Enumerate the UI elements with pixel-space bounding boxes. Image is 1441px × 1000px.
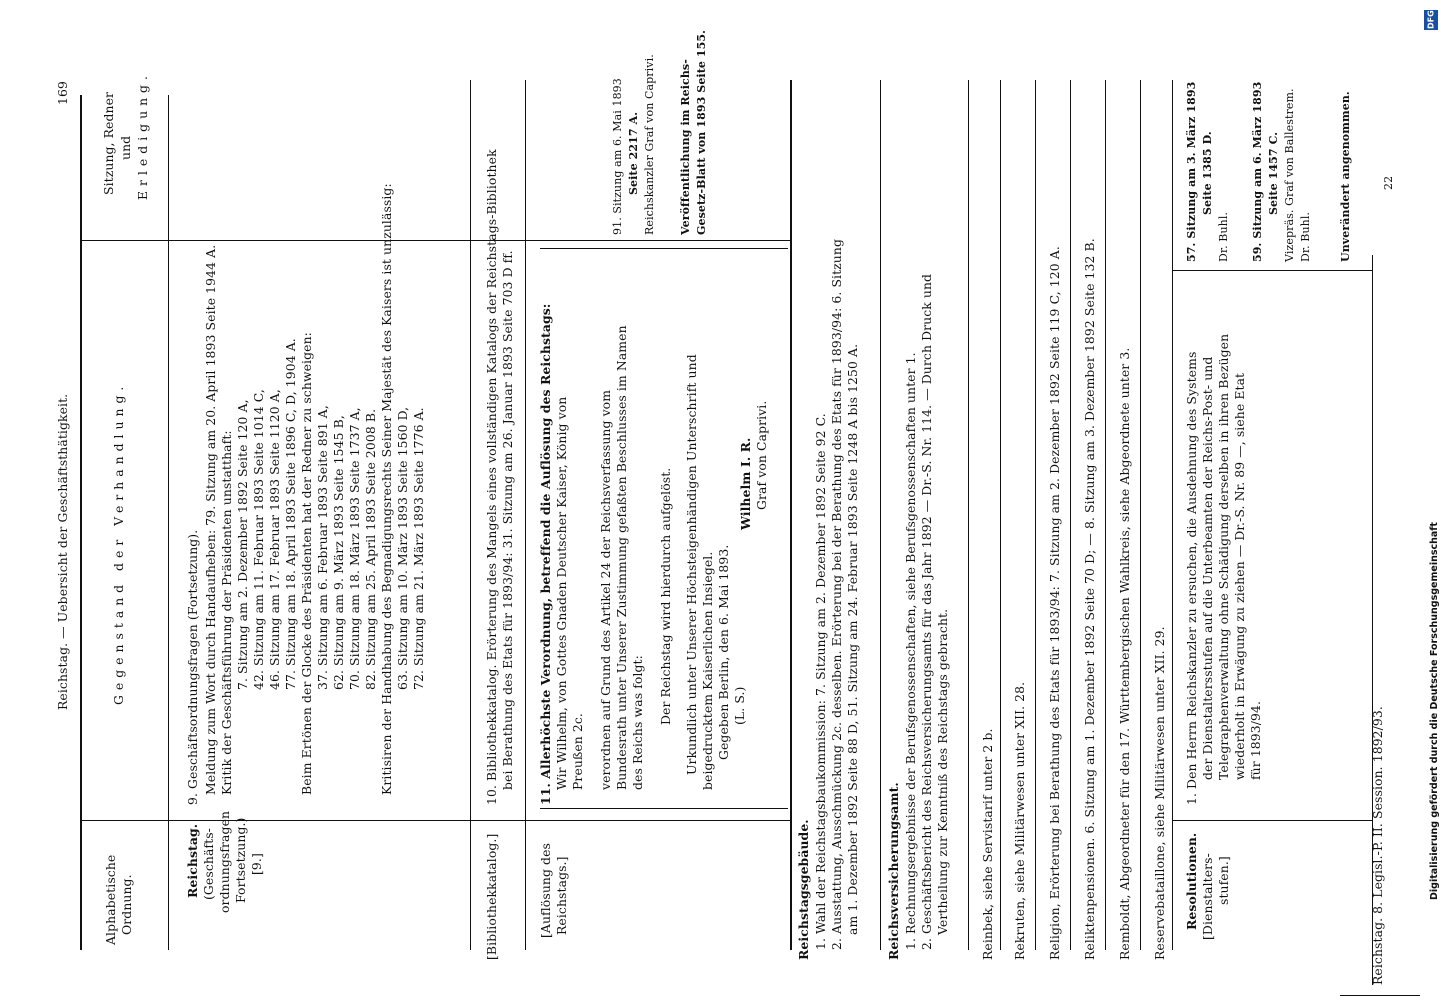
aufloesung-line-4: Bundesrath unter Unserer Zustimmung gefaßten Beschlusses im Namen <box>614 325 629 790</box>
aufloesung-right-separator <box>540 248 788 249</box>
aufloesung-line-3: verordnen auf Grund des Artikel 24 der Reichsverfassung vom <box>598 389 613 790</box>
rule-entry-2 <box>1035 80 1036 950</box>
aufloesung-line-6: Der Reichstag wird hierdurch aufgelöst. <box>658 467 673 725</box>
versicherung-line-1: 2. Geschäftsbericht des Reichsversicherungsamts für das Jahr 1892 — Dr.-S. Nr. 114. — Durch Druck und <box>919 273 934 950</box>
rule-gebaeude <box>790 80 792 950</box>
rule-versicherung <box>880 80 881 950</box>
reichstag-line-4: 42. Sitzung am 11. Februar 1893 Seite 1014 C, <box>251 389 266 690</box>
header-rule <box>80 95 82 950</box>
resolutionen-right-4: Seite 1457 C. <box>1267 131 1280 215</box>
running-title: Reichstag. — Uebersicht der Geschäftsthätigkeit. <box>55 393 70 710</box>
footer-left: Reichstag. 8. Legisl.-P. II. Session. 1892/93. <box>1370 706 1385 985</box>
reichstag-line-8: 37. Sitzung am 6. Februar 1893 Seite 891 A, <box>315 405 330 690</box>
reichstag-line-14: 72. Sitzung am 21. März 1893 Seite 1776 A. <box>411 407 426 690</box>
reichstag-line-9: 62. Sitzung am 9. März 1893 Seite 1545 B, <box>331 415 346 690</box>
bottom-rule-stub <box>1340 995 1420 996</box>
resolutionen-right-7: Unverändert angenommen. <box>1339 91 1352 262</box>
aufloesung-line-12: Graf von Caprivi. <box>754 400 769 510</box>
resolutionen-left-separator <box>1172 820 1372 821</box>
resolutionen-right-5: Vizepräs. Graf von Ballestrem. <box>1283 88 1296 262</box>
col-separator-2 <box>80 240 790 241</box>
aufloesung-right-2: Reichskanzler Graf von Caprivi. <box>643 54 656 235</box>
aufloesung-right-3: Veröffentlichung im Reichs- <box>679 59 692 235</box>
reichstag-line-10: 70. Sitzung am 18. März 1893 Seite 1737 A, <box>347 407 362 690</box>
kw-resolutionen-1: Resolutionen. <box>1184 832 1199 930</box>
bibliothek-line-1: bei Berathung des Etats für 1893/94: 31. Sitzung am 26. Januar 1893 Seite 703 D ff. <box>500 250 515 790</box>
entry-rekruten: Rekruten, siehe Militärwesen unter XII. 28. <box>1012 681 1027 960</box>
col1-header-line2: Ordnung. <box>119 874 134 935</box>
reichstag-line-5: 46. Sitzung am 17. Februar 1893 Seite 1120 A, <box>267 389 282 690</box>
entry-reinbek: Reinbek, siehe Servistarif unter 2 b. <box>980 728 995 960</box>
aufloesung-line-8: beigedrucktem Kaiserlichen Insiegel. <box>700 551 715 790</box>
kw-resolutionen-2: [Dienstalters- <box>1200 853 1215 940</box>
dfg-logo-text: DFG <box>1426 10 1436 30</box>
kw-reichstag-5: [9.] <box>249 853 264 875</box>
header-bottom-rule <box>168 95 169 950</box>
gebaeude-line-1: 2. Ausstattung, Ausschmückung 2c. desselben. Erörterung bei der Berathung des Etats für 1893/94: 6. Sitzung <box>829 239 844 950</box>
rule-aufloesung <box>525 80 526 950</box>
page-number: 169 <box>55 81 70 105</box>
reichstag-line-2: Kritik der Geschäftsführung der Präsidenten unstatthaft: <box>219 430 234 795</box>
col2-header: Gegenstand der Verhandlung. <box>111 381 126 705</box>
resolutionen-right-2: Dr. Buhl. <box>1217 211 1230 262</box>
versicherung-heading: Reichsversicherungsamt. <box>886 782 901 960</box>
aufloesung-line-11: Wilhelm I. R. <box>738 437 753 530</box>
reichstag-line-7: Beim Ertönen der Glocke des Präsidenten hat der Redner zu schweigen: <box>299 332 314 795</box>
rule-entry-0 <box>968 80 969 950</box>
reichstag-line-6: 77. Sitzung am 18. April 1893 Seite 1896 C, D, 1904 A. <box>283 338 298 690</box>
resolutionen-line-3: wiederholt in Erwägung zu ziehen — Dr.-S. Nr. 89 —, siehe Etat <box>1232 372 1247 780</box>
entry-reservebataillone: Reservebataillone, siehe Militärwesen unter XII. 29. <box>1152 626 1167 960</box>
kw-bibliothek: [Bibliothekkatalog.] <box>484 833 499 960</box>
rule-entry-3 <box>1070 80 1071 950</box>
gebaeude-line-0: 1. Wahl der Reichstagsbaukommission: 7. Sitzung am 2. Dezember 1892 Seite 92 C. <box>813 413 828 950</box>
gebaeude-heading: Reichstagsgebäude. <box>796 819 811 960</box>
reichstag-line-13: 63. Sitzung am 10. März 1893 Seite 1560 D, <box>395 406 410 690</box>
digitization-note: Digitalisierung gefördert durch die Deutsche Forschungsgemeinschaft <box>1429 522 1440 900</box>
versicherung-line-2: Vertheilung zur Kenntniß des Reichstags gebracht. <box>935 608 950 935</box>
resolutionen-line-1: der Dienstaltersstufen auf die Unterbeamten der Reichs-Post- und <box>1200 356 1215 780</box>
reichstag-line-12: Kritisiren der Handhabung des Begnadigungsrechts Seiner Majestät des Kaisers ist unzulässig: <box>379 183 394 795</box>
resolutionen-right-0: 57. Sitzung am 3. März 1893 <box>1185 81 1198 262</box>
reichstag-line-11: 82. Sitzung am 25. April 1893 Seite 2008 B. <box>363 408 378 690</box>
aufloesung-line-10: (L. S.) <box>732 686 747 725</box>
col3-header-line1: Sitzung, Redner <box>101 91 116 195</box>
dfg-logo <box>1424 10 1438 30</box>
aufloesung-line-0: 11. Allerhöchste Verordnung, betreffend die Auflösung des Reichstags: <box>538 303 553 805</box>
col1-header-line1: Alphabetische <box>103 854 118 945</box>
aufloesung-line-7: Urkundlich unter Unserer Höchsteigenhändigen Unterschrift und <box>684 354 699 775</box>
kw-resolutionen-3: stufen.] <box>1216 856 1231 905</box>
rule-entry-1 <box>1000 80 1001 950</box>
resolutionen-line-2: Telegraphenverwaltung ohne Schädigung derselben in ihren Bezügen <box>1216 333 1231 780</box>
kw-aufloesung-2: Reichstags.] <box>554 856 569 935</box>
entry-reliktenpensionen: Reliktenpensionen. 6. Sitzung am 1. Dezember 1892 Seite 70 D; — 8. Sitzung am 3. Dezember 1892 Seite 132 B. <box>1082 238 1097 960</box>
aufloesung-line-9: Gegeben Berlin, den 6. Mai 1893. <box>716 544 731 760</box>
resolutionen-right-1: Seite 1385 D. <box>1201 131 1214 215</box>
resolutionen-right-separator <box>1172 270 1372 271</box>
kw-reichstag: Reichstag. <box>185 823 200 898</box>
entry-remboldt: Remboldt, Abgeordneter für den 17. Württembergischen Wahlkreis, siehe Abgeordnete unter 3. <box>1117 347 1132 960</box>
kw-reichstag-3: ordnungsfragen <box>217 810 232 913</box>
col3-header-line3: Erledigung. <box>135 71 150 200</box>
resolutionen-right-3: 59. Sitzung am 6. März 1893 <box>1251 81 1264 262</box>
kw-reichstag-4: Fortsetzung.) <box>233 817 248 903</box>
col3-header-line2: und <box>118 135 133 160</box>
aufloesung-right-1: Seite 2217 A. <box>627 111 640 195</box>
reichstag-line-1: Meldung zum Wort durch Handaufheben: 79. Sitzung am 20. April 1893 Seite 1944 A. <box>203 244 218 795</box>
reichstag-line-0: 9. Geschäftsordnungsfragen (Fortsetzung). <box>185 529 200 805</box>
kw-aufloesung-1: [Auflösung des <box>538 843 553 938</box>
bibliothek-line-0: 10. Bibliothekkatalog. Erörterung des Mangels eines vollständigen Katalogs der Reichstags-Bibliothek <box>484 149 499 805</box>
aufloesung-right-4: Gesetz-Blatt von 1893 Seite 155. <box>695 29 708 235</box>
entry-religion: Religion, Erörterung bei Berathung des Etats für 1893/94: 7. Sitzung am 2. Dezember 1892 Seite 119 C, 120 A. <box>1047 246 1062 960</box>
col-separator-1 <box>80 820 790 821</box>
aufloesung-left-separator <box>540 808 788 809</box>
aufloesung-line-5: des Reichs was folgt: <box>630 655 645 790</box>
rule-entry-4 <box>1105 80 1106 950</box>
rule-bibliothek <box>470 80 471 950</box>
aufloesung-right-0: 91. Sitzung am 6. Mai 1893 <box>611 78 624 235</box>
kw-reichstag-2: (Geschäfts- <box>201 828 216 900</box>
versicherung-line-0: 1. Rechnungsergebnisse der Berufsgenossenschaften, siehe Berufsgenossenschaften unter 1. <box>903 352 918 950</box>
resolutionen-line-0: 1. Den Herrn Reichskanzler zu ersuchen, die Ausdehnung des Systems <box>1184 351 1199 805</box>
rule-entry-5 <box>1140 80 1141 950</box>
aufloesung-line-1: Wir Wilhelm, von Gottes Gnaden Deutscher Kaiser, König von <box>554 396 569 790</box>
reichstag-line-3: 7. Sitzung am 2. Dezember 1892 Seite 120 A, <box>235 399 250 690</box>
aufloesung-line-2: Preußen 2c. <box>570 713 585 790</box>
resolutionen-line-4: für 1893/94. <box>1248 700 1263 780</box>
resolutionen-right-6: Dr. Buhl. <box>1299 211 1312 262</box>
signature-mark: 22 <box>1382 175 1395 190</box>
gebaeude-line-2: am 1. Dezember 1892 Seite 88 D, 51. Sitzung am 24. Februar 1893 Seite 1248 A bis 1250 A. <box>845 343 860 935</box>
